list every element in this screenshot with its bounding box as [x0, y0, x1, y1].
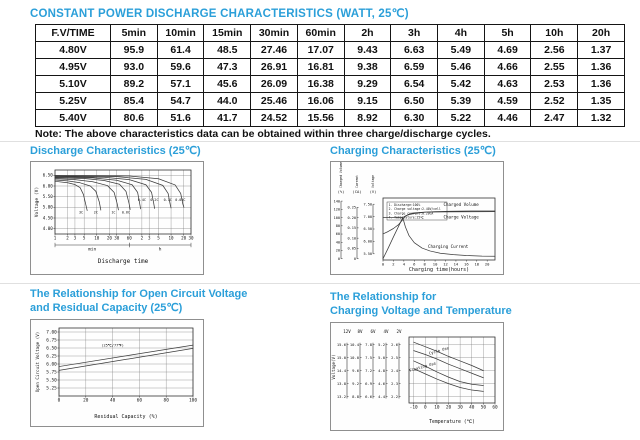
svg-text:Charge Voltage: Charge Voltage [443, 214, 479, 220]
svg-text:10: 10 [432, 261, 438, 267]
svg-text:7.5: 7.5 [365, 354, 372, 360]
svg-text:Floating Use: Floating Use [408, 360, 437, 373]
svg-text:60: 60 [335, 232, 341, 237]
table-header-cell: 10min [157, 25, 204, 42]
svg-text:4.00: 4.00 [42, 226, 53, 232]
svg-text:6.50: 6.50 [42, 173, 53, 179]
svg-text:1: 1 [53, 235, 57, 241]
svg-text:9.6: 9.6 [352, 367, 359, 373]
table-cell: 4.69 [484, 42, 531, 59]
svg-text:9.2: 9.2 [352, 380, 359, 386]
table-cell: 1.37 [578, 42, 625, 59]
table-cell: 4.66 [484, 59, 531, 76]
ocv-chart-title [30, 287, 247, 316]
table-cell: 48.5 [204, 42, 251, 59]
svg-text:0.20: 0.20 [347, 216, 357, 221]
svg-text:0.15: 0.15 [347, 226, 357, 231]
discharge-chart-title: Discharge Characteristics (25℃) [30, 145, 201, 157]
svg-text:2.5: 2.5 [391, 354, 398, 360]
svg-text:100: 100 [189, 397, 197, 403]
table-cell: 61.4 [157, 42, 204, 59]
svg-text:8V: 8V [357, 328, 363, 334]
svg-text:10.0: 10.0 [349, 354, 359, 360]
svg-text:8.8: 8.8 [352, 393, 359, 399]
svg-text:0.4C: 0.4C [137, 198, 146, 203]
section-divider [0, 141, 640, 142]
table-cell: 2.47 [531, 110, 578, 127]
table-cell: 95.9 [111, 42, 158, 59]
svg-text:8: 8 [423, 261, 426, 267]
table-cell: 59.6 [157, 59, 204, 76]
svg-text:1C: 1C [111, 211, 116, 216]
svg-text:15.6: 15.6 [336, 341, 346, 347]
table-cell: 1.36 [578, 76, 625, 93]
cvt-chart-canvas [331, 323, 503, 430]
svg-text:30: 30 [457, 404, 463, 410]
svg-text:14.4: 14.4 [336, 367, 346, 373]
svg-text:3. Charge current:0.20CA: 3. Charge current:0.20CA [388, 211, 434, 216]
table-cell: 16.81 [297, 59, 344, 76]
svg-text:15.0: 15.0 [336, 354, 346, 360]
svg-text:13.2: 13.2 [336, 393, 346, 399]
svg-text:10: 10 [168, 235, 174, 241]
svg-text:0: 0 [353, 257, 357, 262]
table-header-cell: 20h [578, 25, 625, 42]
table-cell: 4.59 [484, 93, 531, 110]
svg-text:6.00: 6.00 [363, 239, 373, 244]
table-cell: 9.43 [344, 42, 391, 59]
charging-characteristics-section [330, 144, 504, 280]
svg-text:6: 6 [413, 261, 416, 267]
svg-text:6.25: 6.25 [46, 353, 57, 359]
table-header-cell: 30min [251, 25, 298, 42]
table-note: Note: The above characteristics data can be obtained within three charge/discharge cycles. [35, 128, 491, 140]
ocv-chart-canvas [31, 320, 203, 426]
svg-text:2.6: 2.6 [391, 341, 398, 347]
svg-text:6V: 6V [370, 328, 376, 334]
svg-text:5: 5 [157, 235, 160, 241]
svg-text:80: 80 [335, 224, 341, 229]
svg-text:2. Charge voltage:2.40V/cell: 2. Charge voltage:2.40V/cell [388, 207, 441, 212]
svg-text:40: 40 [335, 240, 341, 245]
ocv-chart-title-line2: and Residual Capacity (25℃) [30, 302, 183, 315]
svg-text:4V: 4V [383, 328, 389, 334]
svg-text:5.0: 5.0 [378, 354, 385, 360]
svg-text:6.6: 6.6 [365, 393, 372, 399]
table-cell: 4.46 [484, 110, 531, 127]
svg-text:4. Temperature:25℃: 4. Temperature:25℃ [388, 215, 424, 220]
svg-text:2.3: 2.3 [391, 380, 398, 386]
table-cell: 9.38 [344, 59, 391, 76]
table-row [36, 93, 625, 110]
table-cell: 5.39 [438, 93, 485, 110]
svg-text:4.50: 4.50 [42, 215, 53, 221]
svg-text:1. Discharge:100%: 1. Discharge:100% [388, 203, 421, 208]
svg-text:6.50: 6.50 [363, 227, 373, 232]
table-cell: 26.91 [251, 59, 298, 76]
svg-text:5.75: 5.75 [46, 369, 57, 375]
discharge-chart-canvas [31, 162, 203, 274]
charging-chart-canvas [331, 162, 503, 274]
svg-text:5.50: 5.50 [46, 377, 57, 383]
table-cell: 41.7 [204, 110, 251, 127]
svg-text:13.8: 13.8 [336, 380, 346, 386]
svg-text:0: 0 [337, 257, 341, 262]
table-cell: 6.50 [391, 93, 438, 110]
svg-text:Charging Current: Charging Current [427, 244, 469, 250]
table-row [36, 59, 625, 76]
svg-text:0: 0 [423, 404, 427, 410]
svg-text:2: 2 [66, 235, 69, 241]
table-cell: 16.38 [297, 76, 344, 93]
svg-text:3: 3 [147, 235, 151, 241]
table-cell: 2.56 [531, 42, 578, 59]
table-cell: 93.0 [111, 59, 158, 76]
page-title: CONSTANT POWER DISCHARGE CHARACTERISTICS (WATT, 25℃) [30, 8, 409, 20]
table-cell: 16.06 [297, 93, 344, 110]
table-cell: 5.46 [438, 59, 485, 76]
discharge-characteristics-section [30, 144, 204, 280]
table-cell: 5.49 [438, 42, 485, 59]
ocv-residual-capacity-section [30, 287, 247, 432]
svg-text:2C: 2C [93, 211, 98, 216]
svg-text:Voltage: Voltage [371, 175, 376, 189]
table-header-cell: 5min [111, 25, 158, 42]
svg-text:(%): (%) [337, 189, 345, 195]
svg-text:7.00: 7.00 [363, 215, 373, 220]
svg-text:40: 40 [109, 397, 116, 403]
svg-text:40: 40 [469, 404, 475, 410]
svg-text:Temperature (℃): Temperature (℃) [429, 419, 475, 425]
svg-text:Cycle Use: Cycle Use [428, 344, 450, 356]
table-cell: 45.6 [204, 76, 251, 93]
svg-text:30: 30 [188, 235, 194, 241]
table-cell: 24.52 [251, 110, 298, 127]
svg-text:Open Circuit Voltage (V): Open Circuit Voltage (V) [35, 331, 40, 392]
table-header-cell: 2h [344, 25, 391, 42]
svg-text:5.2: 5.2 [378, 341, 385, 347]
svg-text:16: 16 [464, 261, 469, 267]
svg-text:2: 2 [140, 235, 144, 241]
table-row [36, 42, 625, 59]
svg-text:0: 0 [57, 397, 61, 403]
svg-text:60: 60 [136, 397, 143, 403]
svg-text:Discharge time: Discharge time [97, 258, 149, 266]
table-cell: 6.30 [391, 110, 438, 127]
svg-text:20: 20 [181, 235, 187, 241]
table-cell: 2.52 [531, 93, 578, 110]
table-cell: 44.0 [204, 93, 251, 110]
svg-text:18: 18 [474, 261, 480, 267]
table-cell: 51.6 [157, 110, 204, 127]
svg-text:6.50: 6.50 [46, 345, 57, 351]
svg-text:2: 2 [392, 261, 395, 267]
svg-text:7.2: 7.2 [365, 367, 372, 373]
table-header-cell: 15min [204, 25, 251, 42]
row-header-cell: 4.80V [36, 42, 111, 59]
svg-text:2.2: 2.2 [391, 393, 398, 399]
svg-text:min: min [88, 247, 97, 253]
svg-text:10: 10 [94, 235, 100, 241]
table-cell: 17.07 [297, 42, 344, 59]
table-cell: 2.55 [531, 59, 578, 76]
svg-text:7.8: 7.8 [365, 341, 372, 347]
svg-text:Residual Capacity (%): Residual Capacity (%) [94, 413, 158, 420]
svg-text:5.25: 5.25 [46, 385, 57, 391]
svg-text:6.00: 6.00 [46, 361, 57, 367]
svg-text:4: 4 [402, 261, 405, 267]
svg-text:(V): (V) [369, 189, 377, 195]
svg-text:0.1C: 0.1C [163, 198, 172, 203]
cvt-chart-title-line2: Charging Voltage and Temperature [330, 305, 512, 318]
svg-text:2.4: 2.4 [391, 367, 398, 373]
svg-text:4.8: 4.8 [378, 367, 385, 373]
svg-text:(CA): (CA) [352, 189, 362, 195]
svg-text:4.6: 4.6 [378, 380, 385, 386]
table-cell: 80.6 [111, 110, 158, 127]
row-header-cell: 4.95V [36, 59, 111, 76]
table-cell: 2.53 [531, 76, 578, 93]
svg-text:7.00: 7.00 [46, 329, 57, 335]
svg-text:-10: -10 [409, 404, 418, 410]
svg-text:0.2C: 0.2C [150, 198, 159, 203]
svg-text:60: 60 [492, 404, 498, 410]
table-cell: 1.32 [578, 110, 625, 127]
row-header-cell: 5.25V [36, 93, 111, 110]
table-cell: 1.36 [578, 59, 625, 76]
svg-text:Current: Current [355, 175, 360, 189]
svg-text:50: 50 [480, 404, 487, 410]
table-cell: 4.63 [484, 76, 531, 93]
charging-chart-title: Charging Characteristics (25℃) [330, 145, 496, 157]
svg-text:5: 5 [82, 235, 86, 241]
table-cell: 8.92 [344, 110, 391, 127]
table-cell: 6.63 [391, 42, 438, 59]
table-cell: 57.1 [157, 76, 204, 93]
table-cell: 27.46 [251, 42, 298, 59]
svg-text:5.00: 5.00 [42, 205, 53, 211]
svg-text:100: 100 [333, 216, 341, 221]
svg-text:0.05: 0.05 [347, 246, 357, 251]
constant-power-discharge-table [35, 24, 625, 127]
svg-text:2V: 2V [396, 328, 402, 334]
svg-text:Voltage (V): Voltage (V) [35, 187, 40, 218]
ocv-chart-title-line1: The Relationship for Open Circuit Voltage [30, 288, 248, 300]
table-cell: 5.22 [438, 110, 485, 127]
svg-text:0.6C: 0.6C [121, 211, 131, 216]
table-row [36, 76, 625, 93]
table-cell: 15.56 [297, 110, 344, 127]
svg-text:3C: 3C [78, 211, 84, 216]
cvt-chart-title-line1: The Relationship for [330, 291, 437, 303]
svg-text:7.50: 7.50 [363, 202, 373, 207]
svg-text:Charged Volume: Charged Volume [443, 202, 479, 208]
table-header-cell: 3h [391, 25, 438, 42]
table-row [36, 110, 625, 127]
svg-text:20: 20 [445, 404, 452, 410]
table-cell: 6.59 [391, 59, 438, 76]
cvt-chart-frame [330, 322, 504, 431]
svg-text:0.10: 0.10 [347, 236, 357, 241]
table-cell: 85.4 [111, 93, 158, 110]
table-header-cell: 5h [484, 25, 531, 42]
svg-text:3: 3 [73, 235, 77, 241]
svg-text:12V: 12V [343, 328, 351, 334]
svg-text:0.25: 0.25 [347, 205, 357, 210]
svg-text:14: 14 [453, 261, 459, 267]
svg-text:20: 20 [484, 261, 490, 267]
table-header-cell: F.V/TIME [36, 25, 111, 42]
svg-text:120: 120 [333, 207, 341, 212]
ocv-chart-frame [30, 319, 204, 427]
svg-text:30: 30 [114, 235, 120, 241]
table-cell: 9.29 [344, 76, 391, 93]
table-cell: 6.54 [391, 76, 438, 93]
svg-text:h: h [158, 247, 162, 253]
row-header-cell: 5.10V [36, 76, 111, 93]
discharge-chart-frame [30, 161, 204, 275]
svg-text:20: 20 [335, 249, 341, 254]
section-divider [0, 283, 640, 284]
svg-text:(25℃/77℉): (25℃/77℉) [101, 342, 124, 347]
table-cell: 5.42 [438, 76, 485, 93]
svg-text:0: 0 [381, 261, 385, 267]
svg-text:4.4: 4.4 [378, 393, 385, 399]
table-cell: 26.09 [251, 76, 298, 93]
svg-text:20: 20 [106, 235, 112, 241]
svg-text:140: 140 [333, 199, 341, 204]
table-header-row [36, 25, 625, 42]
svg-text:12: 12 [443, 261, 448, 267]
svg-text:10.4: 10.4 [349, 341, 359, 347]
charging-chart-frame [330, 161, 504, 275]
svg-text:Charging time(hours): Charging time(hours) [408, 267, 470, 274]
svg-text:6.75: 6.75 [46, 337, 57, 343]
cvt-chart-title [330, 290, 512, 319]
svg-text:60: 60 [126, 235, 132, 241]
table-header-cell: 4h [438, 25, 485, 42]
table-header-cell: 10h [531, 25, 578, 42]
svg-text:0.05C: 0.05C [175, 198, 186, 203]
table-cell: 1.35 [578, 93, 625, 110]
svg-text:Charged Volume: Charged Volume [339, 162, 344, 189]
svg-text:5.50: 5.50 [42, 194, 53, 200]
table-cell: 47.3 [204, 59, 251, 76]
row-header-cell: 5.40V [36, 110, 111, 127]
svg-text:20: 20 [83, 397, 89, 403]
svg-text:Voltage(V): Voltage(V) [331, 353, 336, 380]
table-header-cell: 60min [297, 25, 344, 42]
svg-text:6.00: 6.00 [42, 183, 53, 189]
charging-voltage-temperature-section [330, 290, 512, 436]
table-cell: 54.7 [157, 93, 204, 110]
svg-text:5.50: 5.50 [363, 252, 373, 257]
svg-text:6.9: 6.9 [365, 380, 372, 386]
table-cell: 25.46 [251, 93, 298, 110]
svg-text:80: 80 [163, 397, 169, 403]
table-cell: 89.2 [111, 76, 158, 93]
table-cell: 9.15 [344, 93, 391, 110]
svg-text:10: 10 [434, 404, 440, 410]
